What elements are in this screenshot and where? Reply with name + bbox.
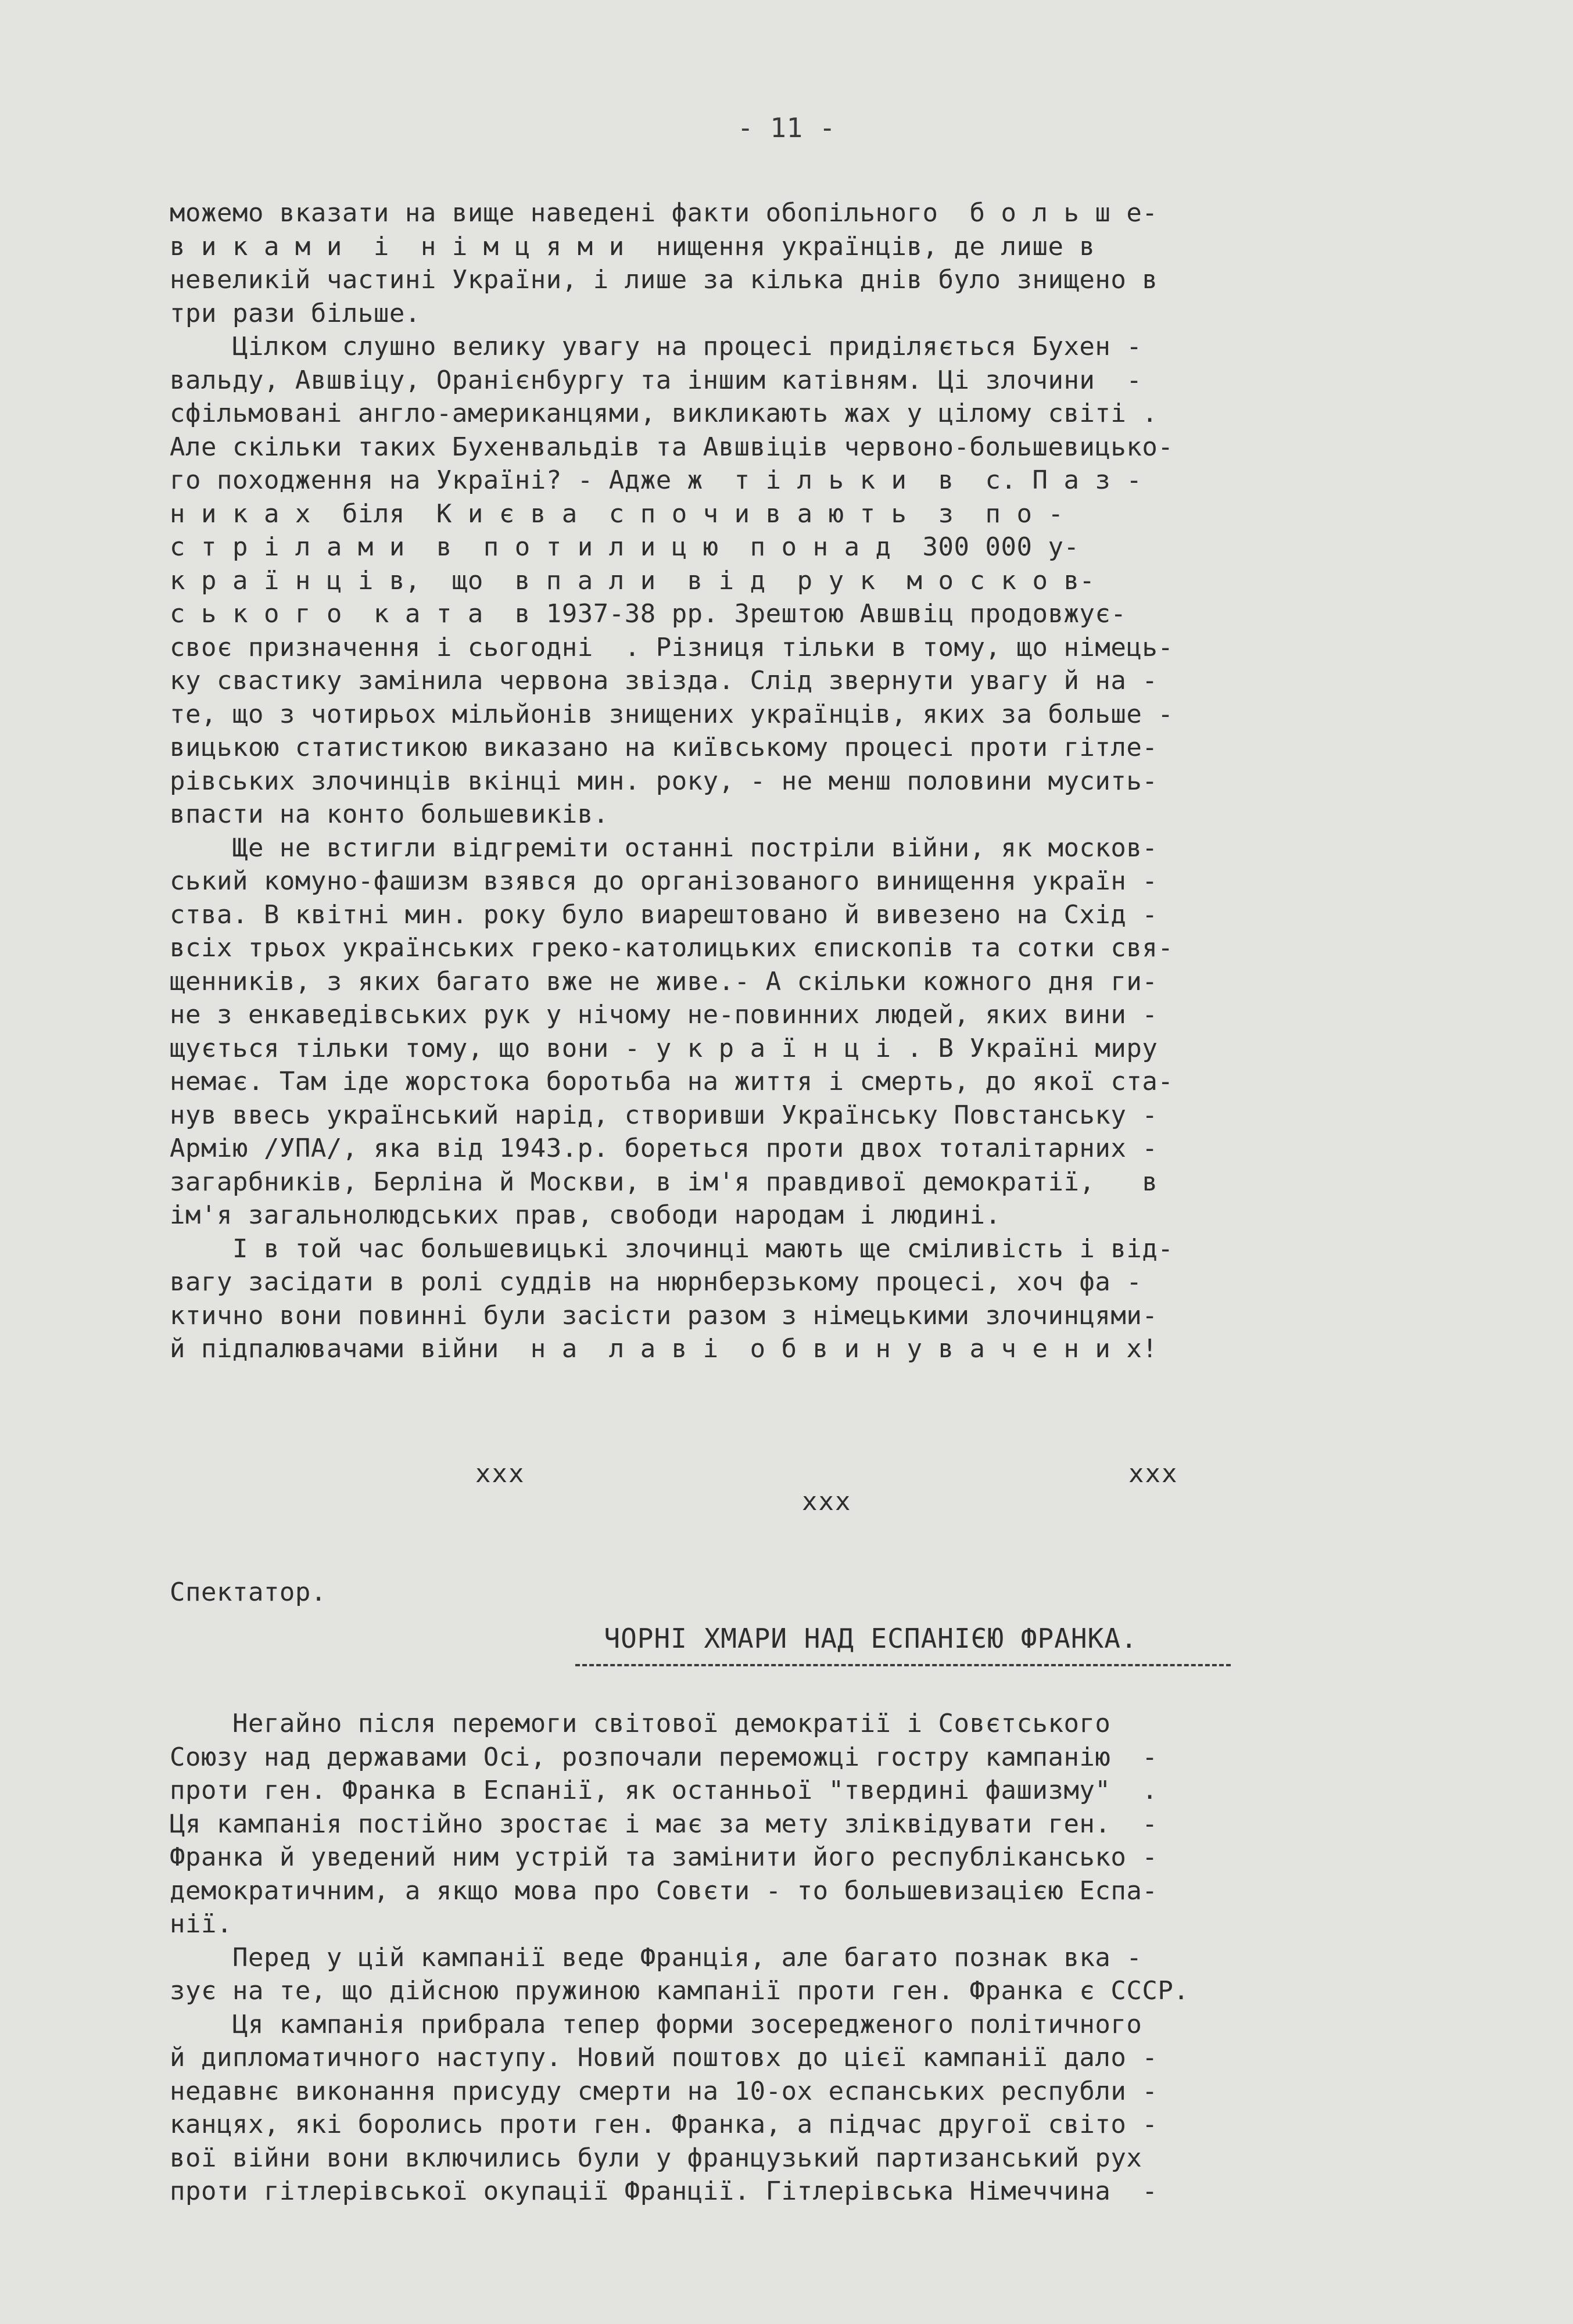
text-line: к р а ї н ц і в, що в п а л и в і д р у к м о с к о в-: [170, 565, 1095, 596]
text-line: І в той час большевицькі злочинці мають ще сміливість і від-: [170, 1233, 1174, 1264]
article-text: [170, 1707, 1471, 2208]
text-line: Франка й уведений ним устрій та замінити його республікансько -: [170, 1842, 1158, 1872]
separator-mark: ххх: [1128, 1459, 1178, 1489]
text-line: зує на те, що дійсною пружиною кампанії проти ген. Франка є СССР.: [170, 1976, 1189, 2006]
text-line: проти ген. Франка в Еспанії, як останньої "твердині фашизму" .: [170, 1776, 1158, 1805]
article-title: ЧОРНІ ХМАРИ НАД ЕСПАНІЄЮ ФРАНКА.: [604, 1623, 1138, 1654]
text-line: сфільмовані англо-американцями, викликають жах у цілому світі .: [170, 399, 1158, 428]
text-line: щується тільки тому, що вони - у к р а ї н ц і . В Україні миру: [170, 1033, 1158, 1063]
text-line: с т р і л а м и в п о т и л и ц ю п о н а д 300 000 у-: [170, 532, 1080, 562]
text-line: ктично вони повинні були засісти разом з німецькими злочинцями-: [170, 1300, 1158, 1330]
text-line: нії.: [170, 1909, 232, 1939]
text-line: с ь к о г о к а т а в 1937-38 рр. Зрештою Авшвіц продовжує-: [170, 599, 1127, 629]
title-underline: [575, 1664, 1231, 1666]
page-number: - 11 -: [737, 112, 836, 144]
text-line: щенників, з яких багато вже не живе.- А скільки кожного дня ги-: [170, 966, 1158, 996]
text-line: й підпалювачами війни н а л а в і о б в и н у в а ч е н и х!: [170, 1334, 1158, 1364]
text-line: не з енкаведівських рук у нічому не-повинних людей, яких вини -: [170, 1000, 1158, 1030]
text-line: го походження на Україні? - Адже ж т і л ь к и в с. П а з -: [170, 465, 1142, 495]
text-line: те, що з чотирьох мільйонів знищених українців, яких за больше -: [170, 699, 1174, 729]
text-line: впасти на конто большевиків.: [170, 799, 609, 829]
text-line: канцях, які боролись проти ген. Франка, а підчас другої світо -: [170, 2110, 1158, 2139]
text-line: своє призначення і сьогодні . Різниця тільки в тому, що німець-: [170, 632, 1174, 662]
text-line: можемо вказати на вище наведені факти обопільного б о л ь ш е-: [170, 198, 1158, 228]
separator-mark: ххх: [802, 1487, 852, 1516]
article-heading: [0, 1622, 1573, 1656]
text-line: ім'я загальнолюдських прав, свободи народам і людині.: [170, 1200, 1001, 1230]
text-line: Союзу над державами Осі, розпочали переможці гостру кампанію -: [170, 1742, 1158, 1772]
section-separator: [0, 1446, 1573, 1527]
text-line: ства. В квітні мин. року було виарештовано й вивезено на Схід -: [170, 899, 1158, 930]
text-line: вальду, Авшвіцу, Оранієнбургу та іншим катівням. Ці злочини -: [170, 365, 1142, 395]
separator-mark: ххх: [475, 1459, 525, 1489]
text-line: Ще не встигли відгреміти останні постріли війни, як москов-: [170, 833, 1158, 863]
text-line: вагу засідати в ролі суддів на нюрнберзькому процесі, хоч фа -: [170, 1267, 1142, 1297]
text-line: рівських злочинців вкінці мин. року, - не менш половини мусить-: [170, 766, 1158, 796]
text-line: демократичним, а якщо мова про Совєти - то большевизацією Еспа-: [170, 1875, 1158, 1906]
text-line: й дипломатичного наступу. Новий поштовх до цієї кампанії дало -: [170, 2043, 1158, 2072]
text-line: недавнє виконання присуду смерти на 10-ох еспанських республи -: [170, 2076, 1158, 2106]
text-line: Негайно після перемоги світової демократії і Совєтського: [170, 1709, 1111, 1738]
text-line: нув ввесь український нарід, створивши Українську Повстанську -: [170, 1100, 1158, 1130]
text-line: ський комуно-фашизм взявся до організованого винищення україн -: [170, 866, 1158, 896]
text-line: Але скільки таких Бухенвальдів та Авшвіців червоно-большевицько-: [170, 432, 1174, 462]
text-line: Цілком слушно велику увагу на процесі приділяється Бухен -: [170, 332, 1142, 361]
text-line: вої війни вони включились були у французький партизанський рух: [170, 2143, 1142, 2173]
text-line: Ця кампанія постійно зростає і має за мету зліквідувати ген. -: [170, 1809, 1158, 1839]
text-line: вицькою статистикою виказано на київському процесі проти гітле-: [170, 733, 1158, 762]
text-line: загарбників, Берліна й Москви, в ім'я правдивої демократії, в: [170, 1167, 1158, 1197]
text-line: невеликій частині України, і лише за кілька днів було знищено в: [170, 265, 1158, 295]
text-line: Армію /УПА/, яка від 1943.р. бореться проти двох тоталітарних -: [170, 1134, 1158, 1163]
text-line: проти гітлерівської окупації Франції. Гітлерівська Німеччина -: [170, 2176, 1158, 2206]
text-line: всіх трьох українських греко-католицьких єпископів та сотки свя-: [170, 933, 1174, 963]
text-line: немає. Там іде жорстока боротьба на життя і смерть, до якої ста-: [170, 1067, 1174, 1096]
text-line: в и к а м и і н і м ц я м и нищення українців, де лише в: [170, 231, 1095, 261]
text-line: ку свастику замінила червона звізда. Слід звернути увагу й на -: [170, 666, 1158, 695]
body-text: [170, 196, 1471, 1366]
text-line: Перед у цій кампанії веде Франція, але багато познак вка -: [170, 1942, 1142, 1972]
author-name: Спектатор.: [170, 1577, 327, 1607]
text-line: н и к а х біля К и є в а с п о ч и в а ю т ь з п о -: [170, 498, 1064, 529]
text-line: Ця кампанія прибрала тепер форми зосередженого політичного: [170, 2009, 1142, 2039]
text-line: три рази більше.: [170, 298, 421, 328]
